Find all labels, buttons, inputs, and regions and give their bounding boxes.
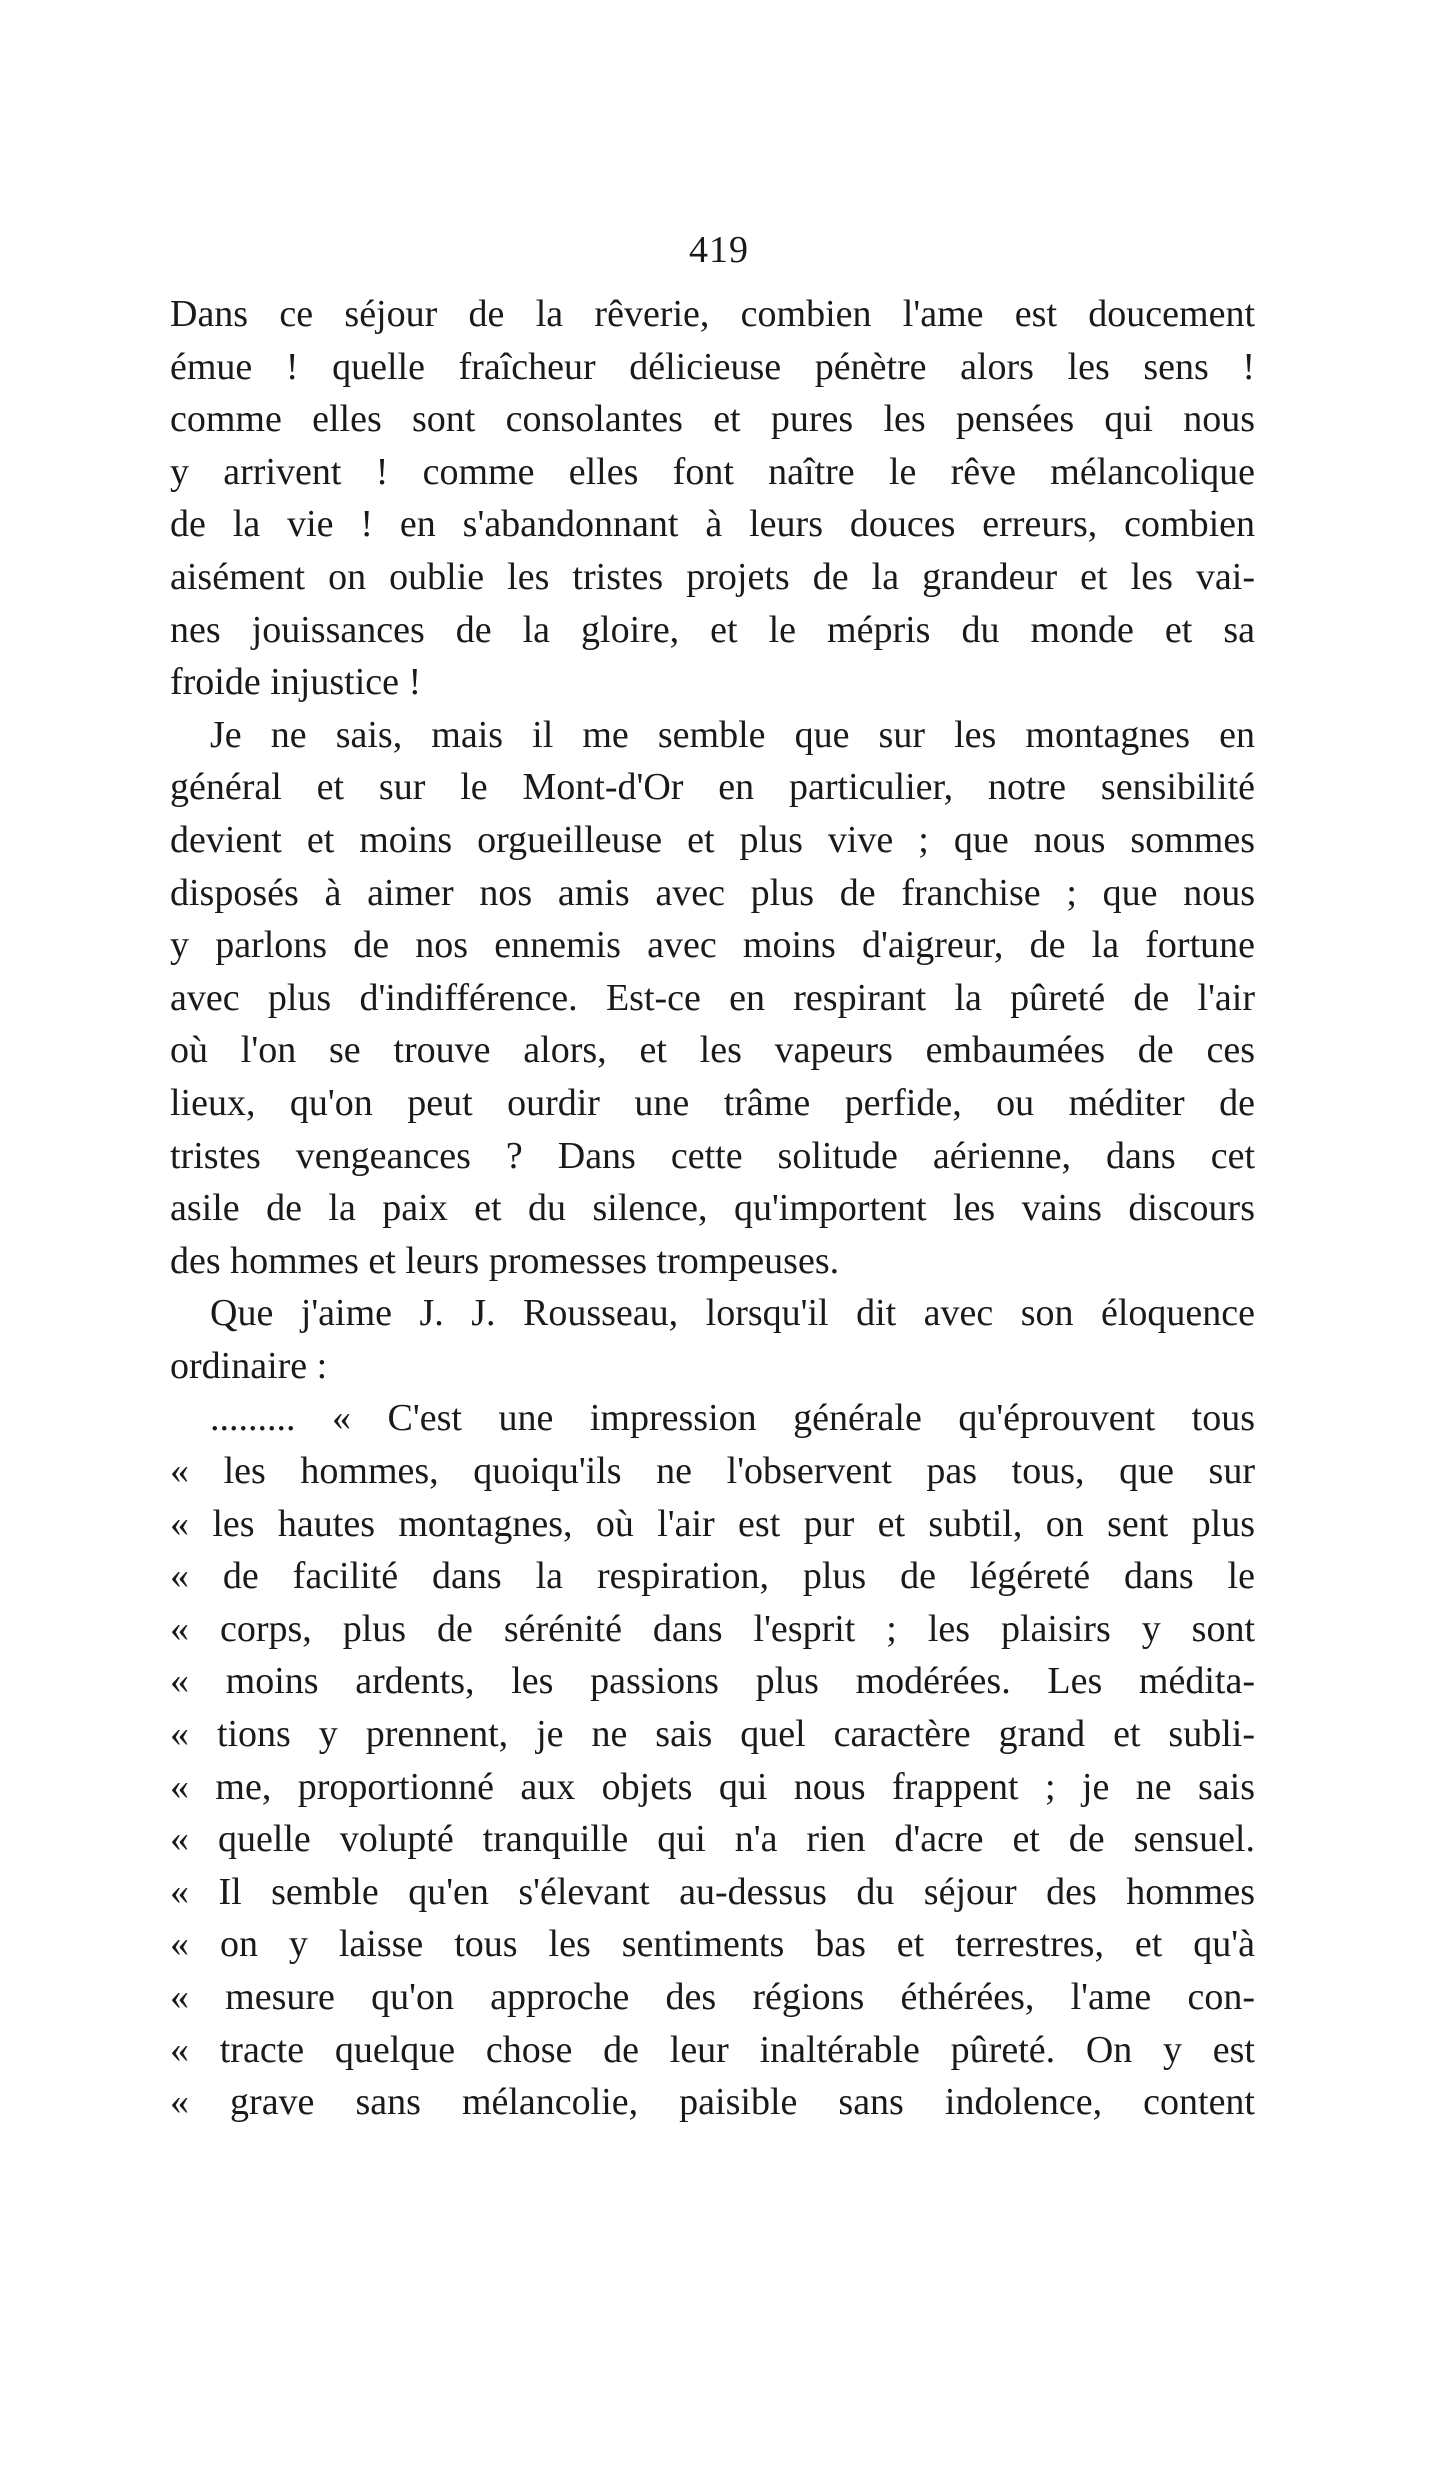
paragraph xyxy=(170,1287,1255,1392)
paragraph xyxy=(170,288,1255,709)
text-line: comme elles sont consolantes et pures les pensées qui nous xyxy=(170,398,1255,441)
page-number: 419 xyxy=(689,229,749,271)
text-line: « mesure qu'on approche des régions éthérées, l'ame con- xyxy=(170,1976,1255,2018)
paragraph xyxy=(170,709,1255,1288)
text-line: avec plus d'indifférence. Est-ce en respirant la pûreté de l'air xyxy=(170,976,1255,1019)
text-line: asile de la paix et du silence, qu'importent les vains discours xyxy=(170,1187,1255,1230)
text-line: « me, proportionné aux objets qui nous frappent ; je ne sais xyxy=(170,1765,1255,1808)
text-line: de la vie ! en s'abandonnant à leurs douces erreurs, combien xyxy=(170,503,1255,546)
text-line: ordinaire : xyxy=(170,1344,328,1387)
paragraph xyxy=(170,1392,1255,2128)
text-line: des hommes et leurs promesses trompeuses. xyxy=(170,1239,840,1282)
text-line: ......... « C'est une impression générale qu'éprouvent tous xyxy=(210,1397,1255,1440)
text-line: aisément on oublie les tristes projets de la grandeur et les vai- xyxy=(170,555,1255,598)
text-line: « tracte quelque chose de leur inaltérable pûreté. On y est xyxy=(170,2028,1255,2071)
text-line: Dans ce séjour de la rêverie, combien l'ame est doucement xyxy=(170,293,1255,335)
text-line: y arrivent ! comme elles font naître le rêve mélancolique xyxy=(170,450,1255,493)
text-line: « les hommes, quoiqu'ils ne l'observent pas tous, que sur xyxy=(170,1450,1255,1493)
text-line: tristes vengeances ? Dans cette solitude aérienne, dans cet xyxy=(170,1134,1255,1177)
text-line: « tions y prennent, je ne sais quel caractère grand et subli- xyxy=(170,1713,1255,1756)
text-line: lieux, qu'on peut ourdir une trâme perfide, ou méditer de xyxy=(170,1081,1255,1124)
text-line: où l'on se trouve alors, et les vapeurs embaumées de ces xyxy=(170,1029,1255,1072)
text-line: froide injustice ! xyxy=(170,661,422,704)
text-line: « quelle volupté tranquille qui n'a rien d'acre et de sensuel. xyxy=(170,1818,1255,1861)
text-line: devient et moins orgueilleuse et plus vive ; que nous sommes xyxy=(170,818,1255,861)
text-line: « grave sans mélancolie, paisible sans indolence, content xyxy=(170,2081,1255,2124)
text-line: émue ! quelle fraîcheur délicieuse pénètre alors les sens ! xyxy=(170,345,1255,388)
text-line: général et sur le Mont-d'Or en particulier, notre sensibilité xyxy=(170,766,1255,809)
text-line: disposés à aimer nos amis avec plus de franchise ; que nous xyxy=(170,871,1255,914)
text-line: « corps, plus de sérénité dans l'esprit ; les plaisirs y sont xyxy=(170,1607,1255,1650)
text-line: « les hautes montagnes, où l'air est pur et subtil, on sent plus xyxy=(170,1502,1255,1545)
text-line: « de facilité dans la respiration, plus de légéreté dans le xyxy=(170,1555,1255,1598)
text-line: Que j'aime J. J. Rousseau, lorsqu'il dit avec son éloquence xyxy=(210,1292,1255,1335)
text-line: y parlons de nos ennemis avec moins d'aigreur, de la fortune xyxy=(170,924,1255,967)
text-line: Je ne sais, mais il me semble que sur les montagnes en xyxy=(210,713,1255,756)
body-text xyxy=(170,288,1255,2129)
text-line: « moins ardents, les passions plus modérées. Les médita- xyxy=(170,1660,1255,1703)
text-line: « on y laisse tous les sentiments bas et terrestres, et qu'à xyxy=(170,1923,1255,1966)
text-line: « Il semble qu'en s'élevant au-dessus du séjour des hommes xyxy=(170,1870,1255,1913)
text-line: nes jouissances de la gloire, et le mépris du monde et sa xyxy=(170,608,1255,651)
